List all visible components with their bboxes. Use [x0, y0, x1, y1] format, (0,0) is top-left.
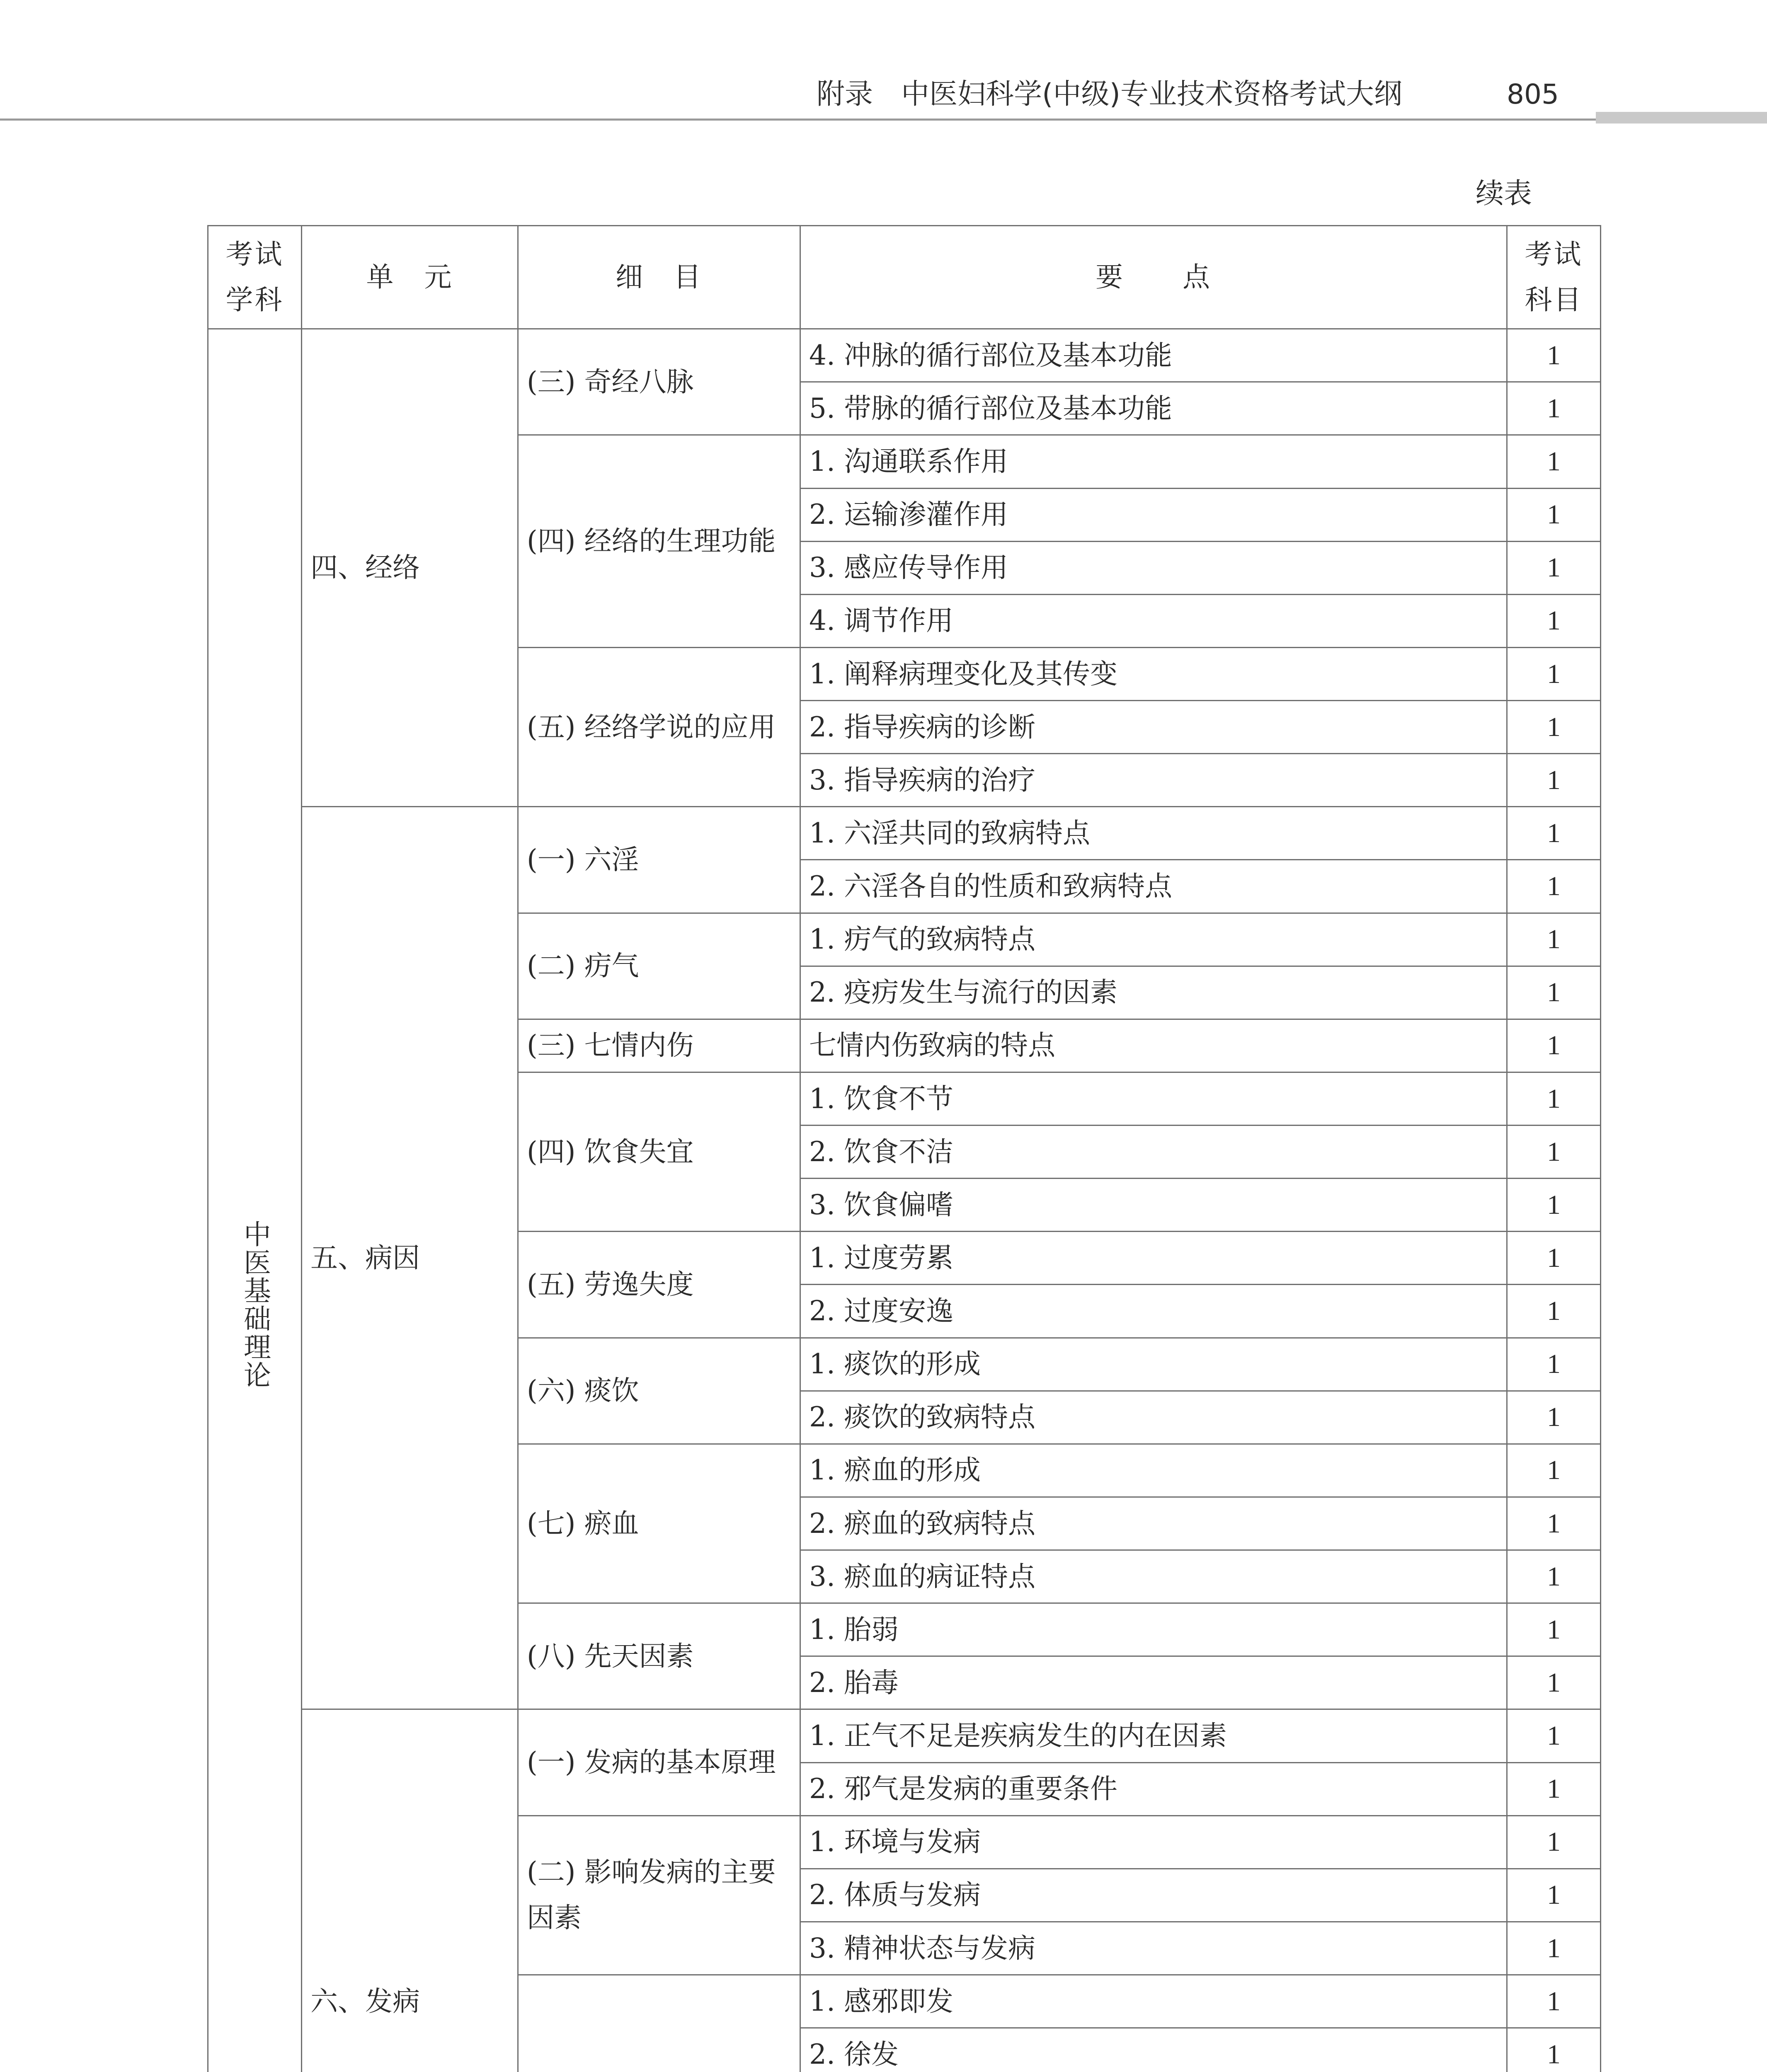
unit-cell: 五、病因: [302, 807, 518, 1709]
point-cell: 1. 沟通联系作用: [800, 435, 1507, 488]
level-cell: 1: [1507, 1391, 1601, 1444]
point-cell: 1. 正气不足是疾病发生的内在因素: [800, 1709, 1507, 1762]
point-cell: 3. 感应传导作用: [800, 541, 1507, 594]
level-cell: 1: [1507, 594, 1601, 647]
detail-cell: (一) 六淫: [518, 807, 800, 913]
level-cell: 1: [1507, 1497, 1601, 1550]
point-cell: 3. 饮食偏嗜: [800, 1179, 1507, 1232]
table-row: [208, 329, 1601, 382]
point-cell: 2. 徐发: [800, 2028, 1507, 2072]
column-header-unit: 单 元: [302, 226, 518, 329]
point-cell: 2. 疫疠发生与流行的因素: [800, 966, 1507, 1019]
point-cell: 2. 瘀血的致病特点: [800, 1497, 1507, 1550]
column-header-subject-text: 考试 学科: [225, 238, 284, 316]
table-header-row: [208, 226, 1601, 329]
level-cell: 1: [1507, 1072, 1601, 1125]
point-cell: 4. 冲脉的循行部位及基本功能: [800, 329, 1507, 382]
point-cell: 2. 体质与发病: [800, 1869, 1507, 1922]
point-cell: 2. 指导疾病的诊断: [800, 701, 1507, 754]
page-number: 805: [1507, 78, 1559, 110]
level-cell: 1: [1507, 1975, 1601, 2028]
detail-cell: (三) 奇经八脉: [518, 329, 800, 435]
level-cell: 1: [1507, 541, 1601, 594]
level-cell: 1: [1507, 860, 1601, 913]
level-cell: 1: [1507, 1019, 1601, 1072]
detail-cell: (七) 瘀血: [518, 1444, 800, 1603]
level-cell: 1: [1507, 647, 1601, 700]
detail-cell: (二) 疠气: [518, 913, 800, 1019]
point-cell: 1. 过度劳累: [800, 1232, 1507, 1285]
column-header-detail: 细 目: [518, 226, 800, 329]
level-cell: 1: [1507, 382, 1601, 435]
level-cell: 1: [1507, 913, 1601, 966]
level-cell: 1: [1507, 1869, 1601, 1922]
point-cell: 1. 痰饮的形成: [800, 1338, 1507, 1391]
point-cell: 1. 饮食不节: [800, 1072, 1507, 1125]
column-header-point: 要 点: [800, 226, 1507, 329]
table-row: [208, 807, 1601, 860]
level-cell: 1: [1507, 1179, 1601, 1232]
point-cell: 2. 饮食不洁: [800, 1126, 1507, 1179]
header-rule: [0, 119, 1596, 121]
detail-cell: (三) 七情内伤: [518, 1019, 800, 1072]
level-cell: 1: [1507, 1285, 1601, 1338]
detail-cell: (五) 劳逸失度: [518, 1232, 800, 1338]
point-cell: 2. 六淫各自的性质和致病特点: [800, 860, 1507, 913]
point-cell: 2. 过度安逸: [800, 1285, 1507, 1338]
continued-label: 续表: [1476, 177, 1532, 210]
level-cell: 1: [1507, 966, 1601, 1019]
detail-cell: (八) 先天因素: [518, 1603, 800, 1709]
level-cell: 1: [1507, 701, 1601, 754]
point-cell: 1. 环境与发病: [800, 1815, 1507, 1869]
column-header-subject: [208, 226, 302, 329]
detail-cell: (四) 经络的生理功能: [518, 435, 800, 648]
point-cell: 3. 指导疾病的治疗: [800, 754, 1507, 807]
level-cell: 1: [1507, 435, 1601, 488]
point-cell: 2. 运输渗灌作用: [800, 488, 1507, 541]
point-cell: 4. 调节作用: [800, 594, 1507, 647]
level-cell: 1: [1507, 1922, 1601, 1975]
point-cell: 3. 瘀血的病证特点: [800, 1550, 1507, 1603]
point-cell: 2. 胎毒: [800, 1656, 1507, 1709]
point-cell: 1. 六淫共同的致病特点: [800, 807, 1507, 860]
level-cell: 1: [1507, 1232, 1601, 1285]
detail-cell: (六) 痰饮: [518, 1338, 800, 1444]
level-cell: 1: [1507, 754, 1601, 807]
level-cell: 1: [1507, 2028, 1601, 2072]
table-row: [208, 1709, 1601, 1762]
point-cell: 5. 带脉的循行部位及基本功能: [800, 382, 1507, 435]
level-cell: 1: [1507, 1444, 1601, 1497]
detail-cell: (一) 发病的基本原理: [518, 1709, 800, 1815]
point-cell: 3. 精神状态与发病: [800, 1922, 1507, 1975]
point-cell: 1. 瘀血的形成: [800, 1444, 1507, 1497]
detail-cell: (四) 饮食失宜: [518, 1072, 800, 1231]
level-cell: 1: [1507, 807, 1601, 860]
column-header-level-text: 考试 科目: [1525, 238, 1583, 316]
level-cell: 1: [1507, 488, 1601, 541]
point-cell: 2. 邪气是发病的重要条件: [800, 1762, 1507, 1815]
point-cell: 1. 胎弱: [800, 1603, 1507, 1656]
level-cell: 1: [1507, 329, 1601, 382]
point-cell: 1. 感邪即发: [800, 1975, 1507, 2028]
unit-cell: 六、发病: [302, 1709, 518, 2072]
level-cell: 1: [1507, 1550, 1601, 1603]
header-rule-accent: [1596, 112, 1767, 123]
level-cell: 1: [1507, 1656, 1601, 1709]
level-cell: 1: [1507, 1762, 1601, 1815]
level-cell: 1: [1507, 1603, 1601, 1656]
point-cell: 七情内伤致病的特点: [800, 1019, 1507, 1072]
level-cell: 1: [1507, 1815, 1601, 1869]
unit-cell: 四、经络: [302, 329, 518, 807]
point-cell: 1. 阐释病理变化及其传变: [800, 647, 1507, 700]
subject-cell: [208, 329, 302, 2072]
detail-cell: (二) 影响发病的主要因素: [518, 1815, 800, 1975]
running-header-title: 附录 中医妇科学(中级)专业技术资格考试大纲: [817, 78, 1403, 111]
subject-label: 中医基础理论: [239, 1220, 271, 1389]
level-cell: 1: [1507, 1709, 1601, 1762]
point-cell: 1. 疠气的致病特点: [800, 913, 1507, 966]
syllabus-table: [207, 225, 1601, 2072]
point-cell: 2. 痰饮的致病特点: [800, 1391, 1507, 1444]
detail-cell: (五) 经络学说的应用: [518, 647, 800, 806]
level-cell: 1: [1507, 1126, 1601, 1179]
detail-cell: [518, 1975, 800, 2072]
column-header-level: [1507, 226, 1601, 329]
level-cell: 1: [1507, 1338, 1601, 1391]
